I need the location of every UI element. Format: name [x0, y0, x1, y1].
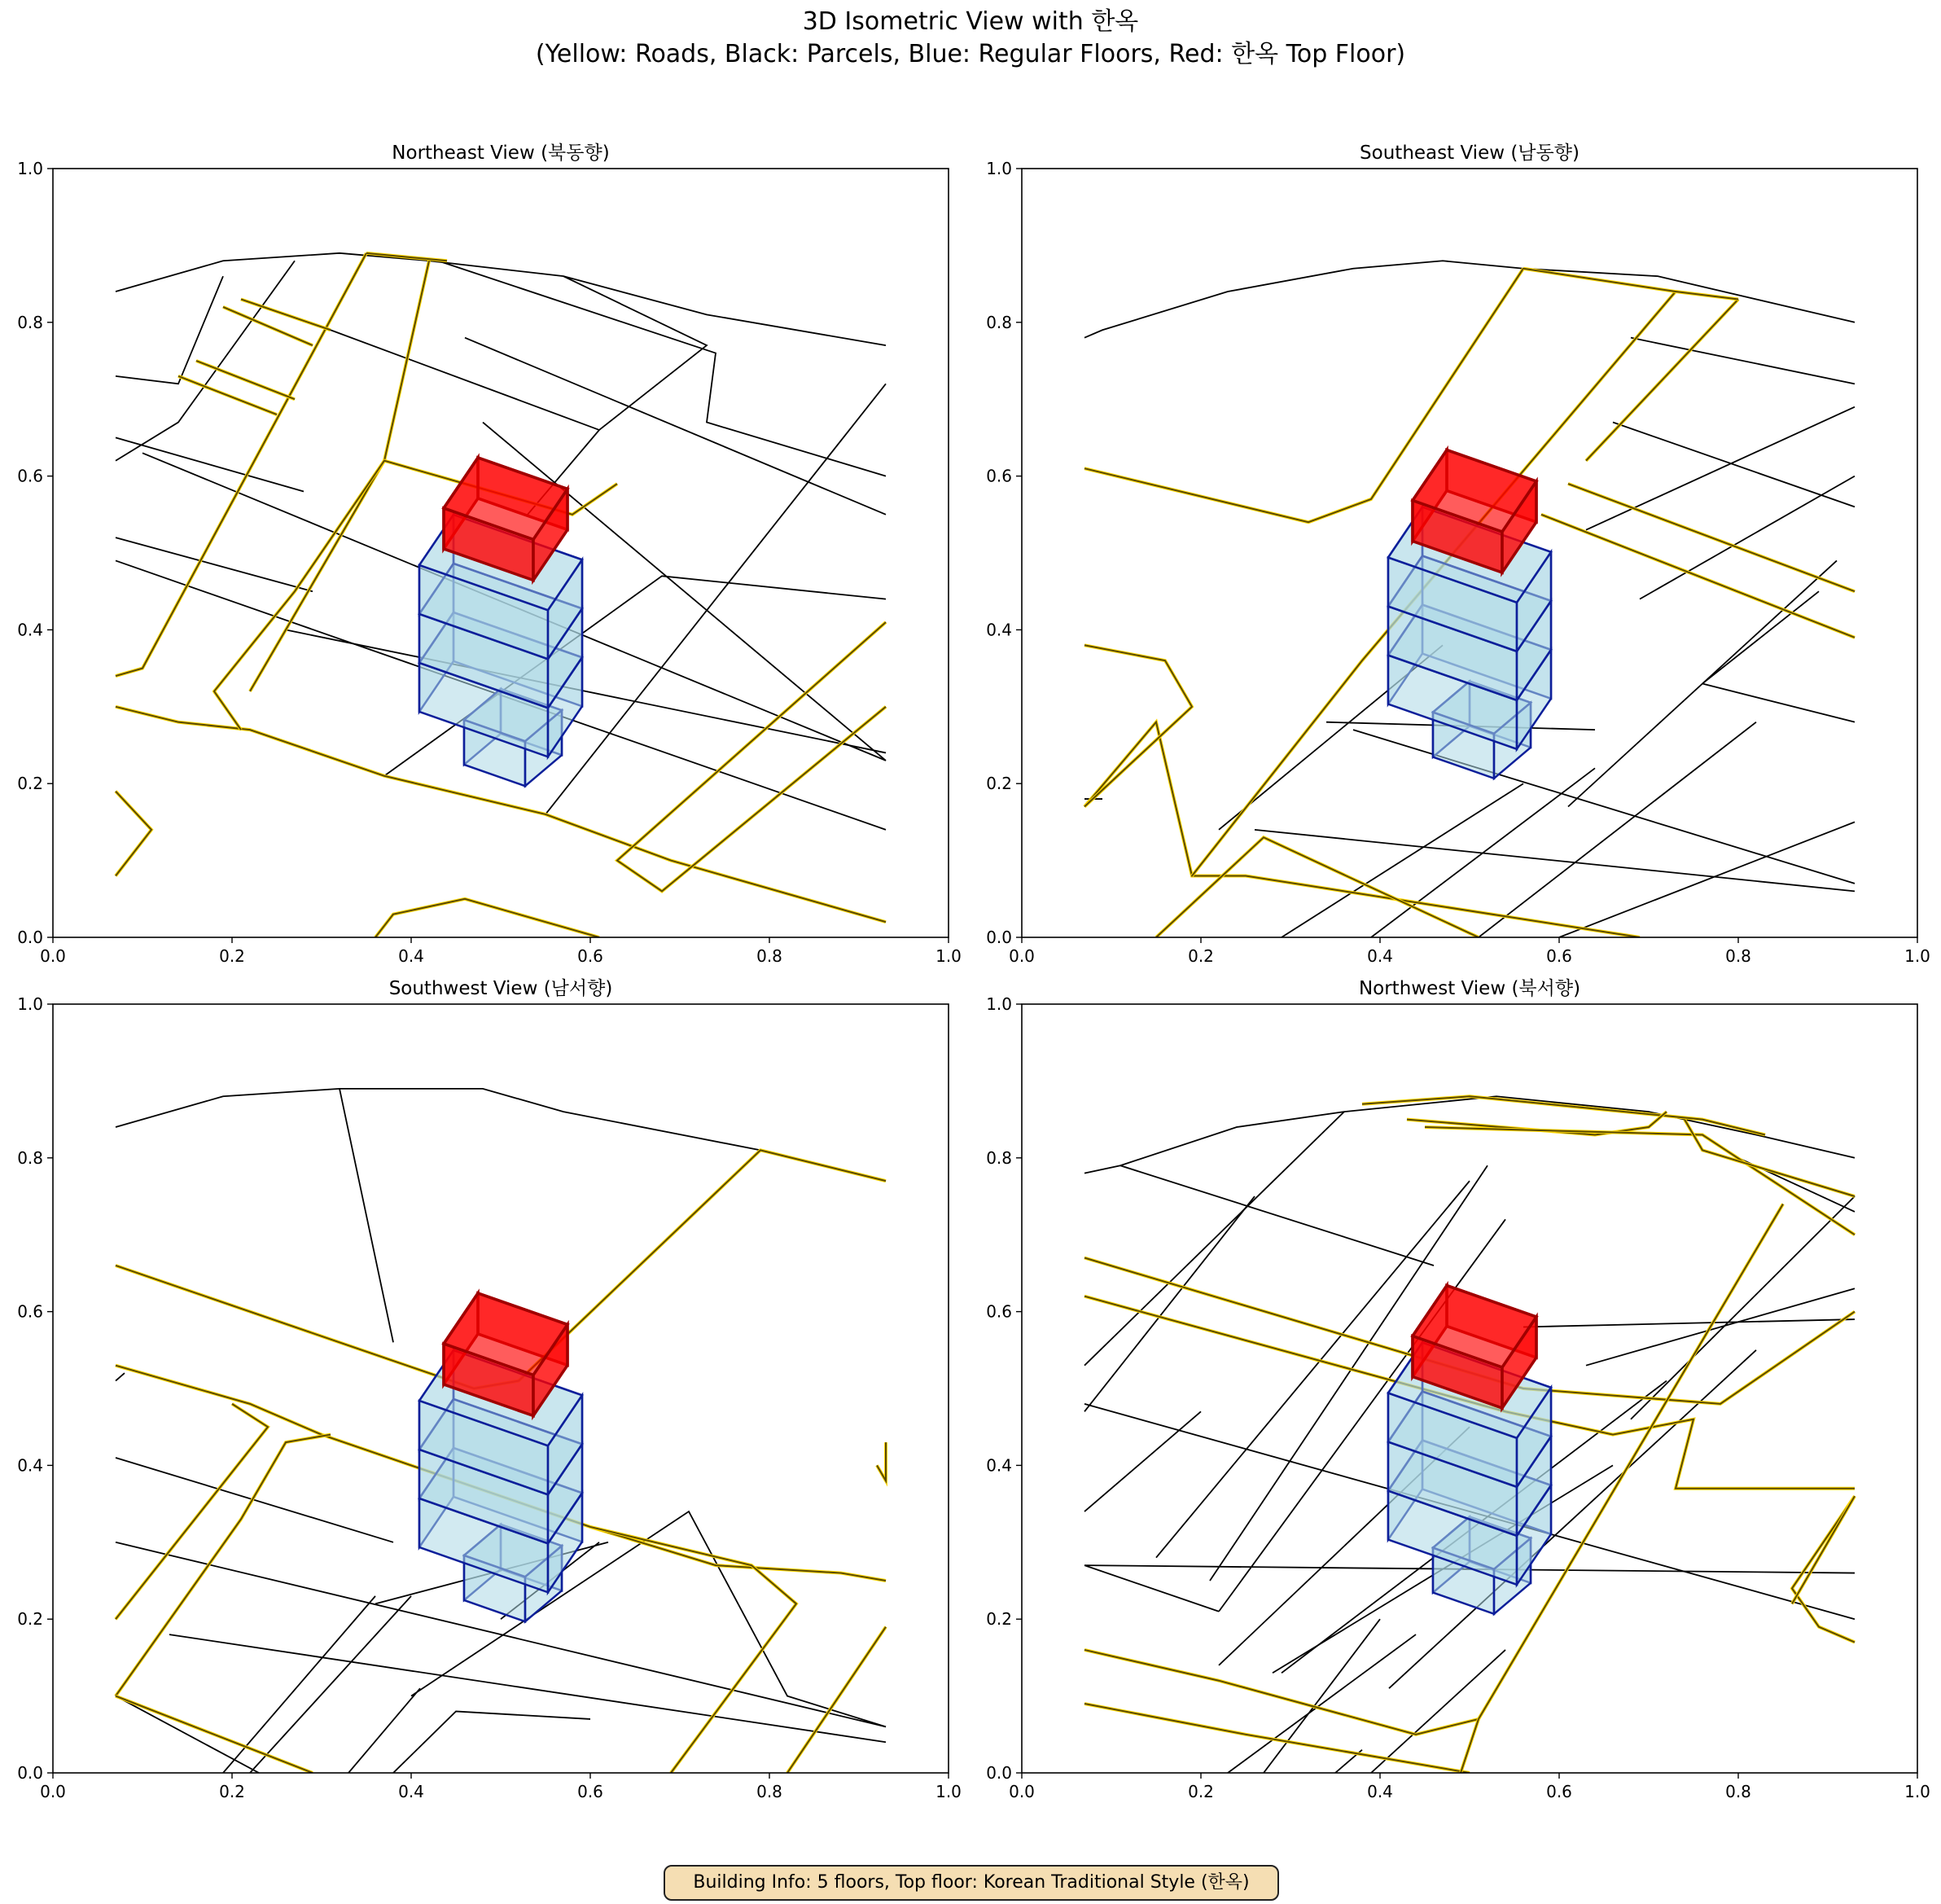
y-tick-label: 0.6 — [17, 1301, 43, 1322]
y-tick-label: 0.4 — [986, 1455, 1012, 1476]
x-tick-label: 0.6 — [577, 946, 603, 966]
y-tick-label: 0.8 — [17, 1147, 43, 1168]
y-tick-label: 0.2 — [986, 1609, 1012, 1630]
x-tick-label: 0.2 — [219, 946, 245, 966]
y-tick-label: 0.0 — [986, 928, 1012, 947]
subplot-grid — [17, 143, 1930, 1801]
x-tick-label: 0.6 — [577, 1782, 603, 1801]
x-tick-label: 1.0 — [1904, 946, 1930, 966]
y-tick-label: 0.0 — [986, 1763, 1012, 1783]
y-tick-label: 0.8 — [17, 312, 43, 332]
y-tick-label: 0.2 — [986, 774, 1012, 794]
y-tick-label: 0.4 — [17, 1455, 43, 1476]
y-tick-label: 0.0 — [17, 1763, 43, 1783]
y-tick-label: 0.0 — [17, 928, 43, 947]
x-tick-label: 0.8 — [756, 1782, 782, 1801]
y-tick-label: 0.4 — [986, 620, 1012, 640]
x-tick-label: 0.4 — [1367, 1782, 1393, 1801]
subplot-title: Northwest View (북서향) — [1358, 978, 1581, 999]
suptitle-line-2: (Yellow: Roads, Black: Parcels, Blue: Regular Floors, Red: 한옥 Top Floor) — [535, 40, 1406, 68]
x-tick-label: 0.6 — [1546, 1782, 1572, 1801]
building-info-box: Building Info: 5 floors, Top floor: Korean Traditional Style (한옥) — [664, 1865, 1279, 1901]
y-tick-label: 1.0 — [986, 994, 1012, 1014]
y-tick-label: 0.6 — [17, 466, 43, 486]
x-tick-label: 0.0 — [1009, 946, 1035, 966]
subplot-3 — [17, 978, 962, 1801]
y-tick-label: 0.4 — [17, 620, 43, 640]
subplot-title: Northeast View (북동향) — [392, 143, 610, 164]
x-tick-label: 0.4 — [398, 946, 424, 966]
subplot-title: Southeast View (남동향) — [1360, 143, 1580, 164]
x-tick-label: 1.0 — [935, 1782, 962, 1801]
x-tick-label: 0.6 — [1546, 946, 1572, 966]
suptitle-line-1: 3D Isometric View with 한옥 — [802, 7, 1139, 36]
x-tick-label: 0.8 — [1725, 1782, 1751, 1801]
y-tick-label: 1.0 — [17, 994, 43, 1014]
y-tick-label: 1.0 — [17, 159, 43, 178]
x-tick-label: 0.0 — [1009, 1782, 1035, 1801]
x-tick-label: 1.0 — [1904, 1782, 1930, 1801]
x-tick-label: 0.8 — [756, 946, 782, 966]
x-tick-label: 0.0 — [40, 946, 66, 966]
y-tick-label: 0.8 — [986, 312, 1012, 332]
x-tick-label: 0.4 — [398, 1782, 424, 1801]
subplot-2 — [986, 143, 1930, 966]
x-tick-label: 0.4 — [1367, 946, 1393, 966]
x-tick-label: 0.2 — [1188, 1782, 1214, 1801]
x-tick-label: 0.2 — [219, 1782, 245, 1801]
subplot-4 — [986, 978, 1930, 1801]
x-tick-label: 1.0 — [935, 946, 962, 966]
y-tick-label: 0.2 — [17, 774, 43, 794]
x-tick-label: 0.0 — [40, 1782, 66, 1801]
subplot-title: Southwest View (남서향) — [388, 978, 613, 999]
y-tick-label: 0.6 — [986, 1301, 1012, 1322]
y-tick-label: 0.6 — [986, 466, 1012, 486]
x-tick-label: 0.2 — [1188, 946, 1214, 966]
y-tick-label: 0.2 — [17, 1609, 43, 1630]
y-tick-label: 1.0 — [986, 159, 1012, 178]
y-tick-label: 0.8 — [986, 1147, 1012, 1168]
x-tick-label: 0.8 — [1725, 946, 1751, 966]
subplot-1 — [17, 143, 962, 966]
